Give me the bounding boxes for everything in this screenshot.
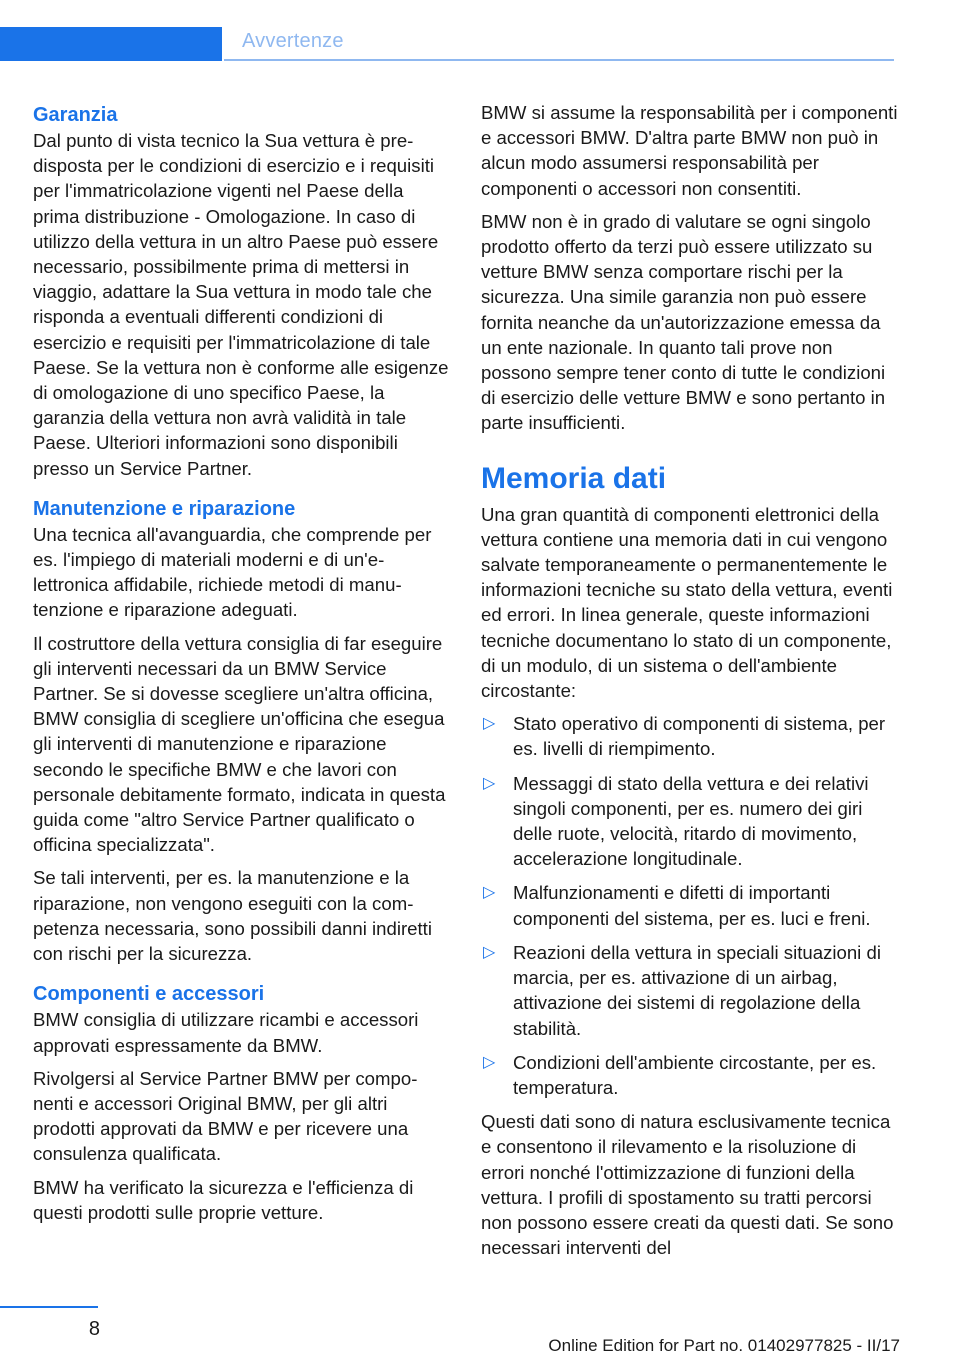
paragraph: Rivolgersi al Service Partner BMW per componenti e accessori Original BMW, per gli altri prodotti approvati da BMW e per ricevere una consulenza qualificata. bbox=[33, 1067, 418, 1165]
section-title: Avvertenze bbox=[242, 30, 344, 52]
paragraph: BMW non è in grado di valutare se ogni singolo prodotto offerto da terzi può essere utilizzato su vetture BMW senza comportare rischi per la sicurezza. Una simile garanzia non può essere fornita neanche da un'autorizzazione emessa da un ente nazionale. In quanto tali prove non possono sempre tener conto di tutte le condizioni di esercizio delle vetture BMW e sono pertanto in parte insufficienti. bbox=[481, 210, 886, 434]
list-item: ▷ Malfunzionamenti e difetti di importanti componenti del sistema, per es. luci e freni. bbox=[483, 882, 871, 929]
paragraph: Una tecnica all'avanguardia, che comprende per es. l'impiego di materiali moderni e di un'elettronica affidabile, richiede metodi di manutenzione e riparazione adeguati. bbox=[33, 523, 432, 621]
triangle-bullet-icon: ▷ bbox=[483, 943, 496, 961]
paragraph: Il costruttore della vettura consiglia di far eseguire gli interventi necessari da un BMW Service Partner. Se si dovesse scegliere un'altra officina, BMW consiglia di scegliere un'officina che esegua gli interventi di manutenzione e riparazione secondo le specifiche BMW e che lavori con personale debitamente formato, indicata in questa guida come "altro Service Partner qualificato o officina specializzata". bbox=[33, 632, 446, 856]
triangle-bullet-icon: ▷ bbox=[483, 884, 496, 902]
list-item: ▷ Reazioni della vettura in speciali situazioni di marcia, per es. attivazione di un airbag, attivazione dei sistemi di regolazione della stabilità. bbox=[483, 941, 881, 1039]
paragraph: Una gran quantità di componenti elettronici della vettura contiene una memoria dati in cui vengono salvate temporaneamente o permanentemente le informazioni tecniche su stato della vettura, eventi ed errori. In linea generale, queste informazioni tecniche documentano lo stato di un componente, di un modulo, di un sistema o dell'ambiente circostante: bbox=[481, 503, 893, 702]
page-number: 8 bbox=[88, 1318, 100, 1340]
bullet-list bbox=[481, 711, 901, 1100]
left-column bbox=[33, 102, 451, 1233]
list-item: ▷ Messaggi di stato della vettura e dei relativi singoli componenti, per es. numero dei giri delle ruote, velocità, ritardo di movimento, accelerazione longitudinale. bbox=[483, 772, 869, 870]
paragraph: BMW ha verificato la sicurezza e l'efficienza di questi prodotti sulle proprie vetture. bbox=[33, 1176, 414, 1223]
list-item: ▷ Condizioni dell'ambiente circostante, per es. temperatura. bbox=[483, 1051, 877, 1098]
list-item: ▷ Stato operativo di componenti di sistema, per es. livelli di riempimento. bbox=[483, 713, 886, 760]
right-column bbox=[481, 100, 901, 1268]
paragraph: Se tali interventi, per es. la manutenzione e la riparazione, non vengono eseguiti con la competenza necessaria, sono possibili danni indiretti con rischi per la sicurezza. bbox=[33, 867, 432, 965]
header-color-block bbox=[0, 27, 222, 61]
paragraph: Dal punto di vista tecnico la Sua vettura è predisposta per le condizioni di esercizio e i requisiti per l'immatricolazione vigenti nel Paese della prima distribuzione - Omologazione. In caso di utilizzo della vettura in un altro Paese può essere necessario, possibilmente prima di mettersi in viaggio, adattare la Sua vettura in modo tale che risponda a eventuali differenti condizioni di esercizio e requisiti per l'immatricolazione di tale Paese. Se la vettura non è conforme alle esigenze di omologazione di uno specifico Paese, la garanzia della vettura non avrà validità in tale Paese. Ulteriori informazioni sono disponibili presso un Service Partner. bbox=[33, 130, 449, 479]
paragraph: BMW consiglia di utilizzare ricambi e accessori approvati espressamente da BMW. bbox=[33, 1009, 419, 1056]
footer-edition: Online Edition for Part no. 01402977825 - II/17 bbox=[548, 1336, 900, 1355]
triangle-bullet-icon: ▷ bbox=[483, 774, 496, 792]
paragraph: Questi dati sono di natura esclusivamente tecnica e consentono il rilevamento e la risoluzione di errori nonché l'ottimizzazione di funzioni della vettura. I profili di spostamento su tratti percorsi non possono essere creati da questi dati. Se sono necessari interventi del bbox=[481, 1111, 894, 1259]
footer-rule bbox=[0, 1306, 98, 1308]
heading-manutenzione: Manutenzione e riparazione bbox=[33, 497, 296, 520]
triangle-bullet-icon: ▷ bbox=[483, 1053, 496, 1071]
header-rule bbox=[224, 59, 894, 61]
triangle-bullet-icon: ▷ bbox=[483, 715, 496, 733]
paragraph: BMW si assume la responsabilità per i componenti e accessori BMW. D'altra parte BMW non può in alcun modo assumersi responsabilità per componenti o accessori non consentiti. bbox=[481, 102, 898, 199]
heading-memoria-dati: Memoria dati bbox=[481, 461, 667, 495]
heading-componenti: Componenti e accessori bbox=[33, 983, 265, 1006]
heading-garanzia: Garanzia bbox=[33, 104, 118, 126]
